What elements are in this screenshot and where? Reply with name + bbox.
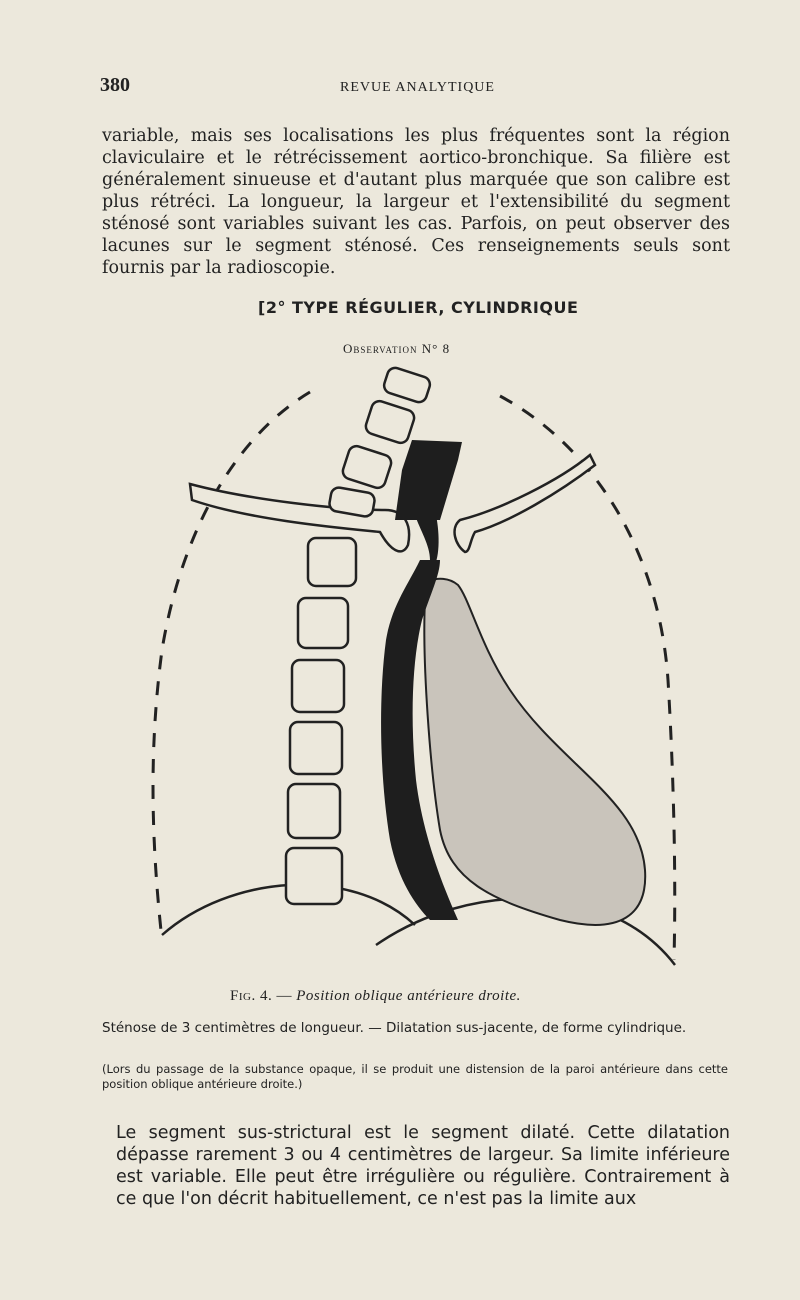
caption-main: Sténose de 3 centimètres de longueur. — Dilatation sus-jacente, de forme cylindrique. [102,1020,687,1036]
body-paragraph-bottom [102,1122,730,1210]
observation-label: Observation N° 8 [343,341,451,356]
esophagus-dilated-segment [395,440,462,520]
vertebra [341,444,393,490]
figure-dash: — [272,988,297,1004]
paragraph-text: Le segment sus-strictural est le segment dilaté. Cette dilatation dépasse rarement 3 ou 4 centimètres de largeur. Sa limite inférieure est variable. Elle peut être irrégulière ou régulière. Contrairement à ce que l'on décrit habituellement, ce n'est pas la limite aux [116,1123,730,1209]
section-heading: [2° TYPE RÉGULIER, CYLINDRIQUE [258,298,579,317]
radiograph-illustration [140,360,700,980]
vertebra [298,598,348,648]
running-title: REVUE ANALYTIQUE [340,80,495,95]
vertebra [288,784,340,838]
vertebra [308,538,356,586]
clavicle-left [190,484,409,551]
vertebra [286,848,342,904]
vertebra [290,722,342,774]
figure-caption [230,988,521,1005]
figure-title: Position oblique antérieure droite. [296,988,521,1004]
caption-note: (Lors du passage de la substance opaque, il se produit une distension de la paroi antérieure dans cette position oblique antérieure droite.) [102,1062,728,1091]
page-number: 380 [100,74,130,96]
clavicle-right [455,455,595,552]
paragraph-text: variable, mais ses localisations les plus fréquentes sont la région claviculaire et le rétrécissement aortico-bronchique. Sa filière est généralement sinueuse et d'autant plus marquée que son calibre est plus rétréci. La longueur, la largeur et l'extensibilité du segment sténosé sont variables suivant les cas. Parfois, on peut observer des lacunes sur le segment sténosé. Ces renseignements seuls sont fournis par la radioscopie. [102,126,730,278]
vertebra [292,660,344,712]
vertebra [382,366,432,404]
body-paragraph-top [102,125,730,279]
vertebra [364,399,416,445]
figure-number: Fig. 4. [230,988,273,1004]
heart-shadow [421,579,645,925]
